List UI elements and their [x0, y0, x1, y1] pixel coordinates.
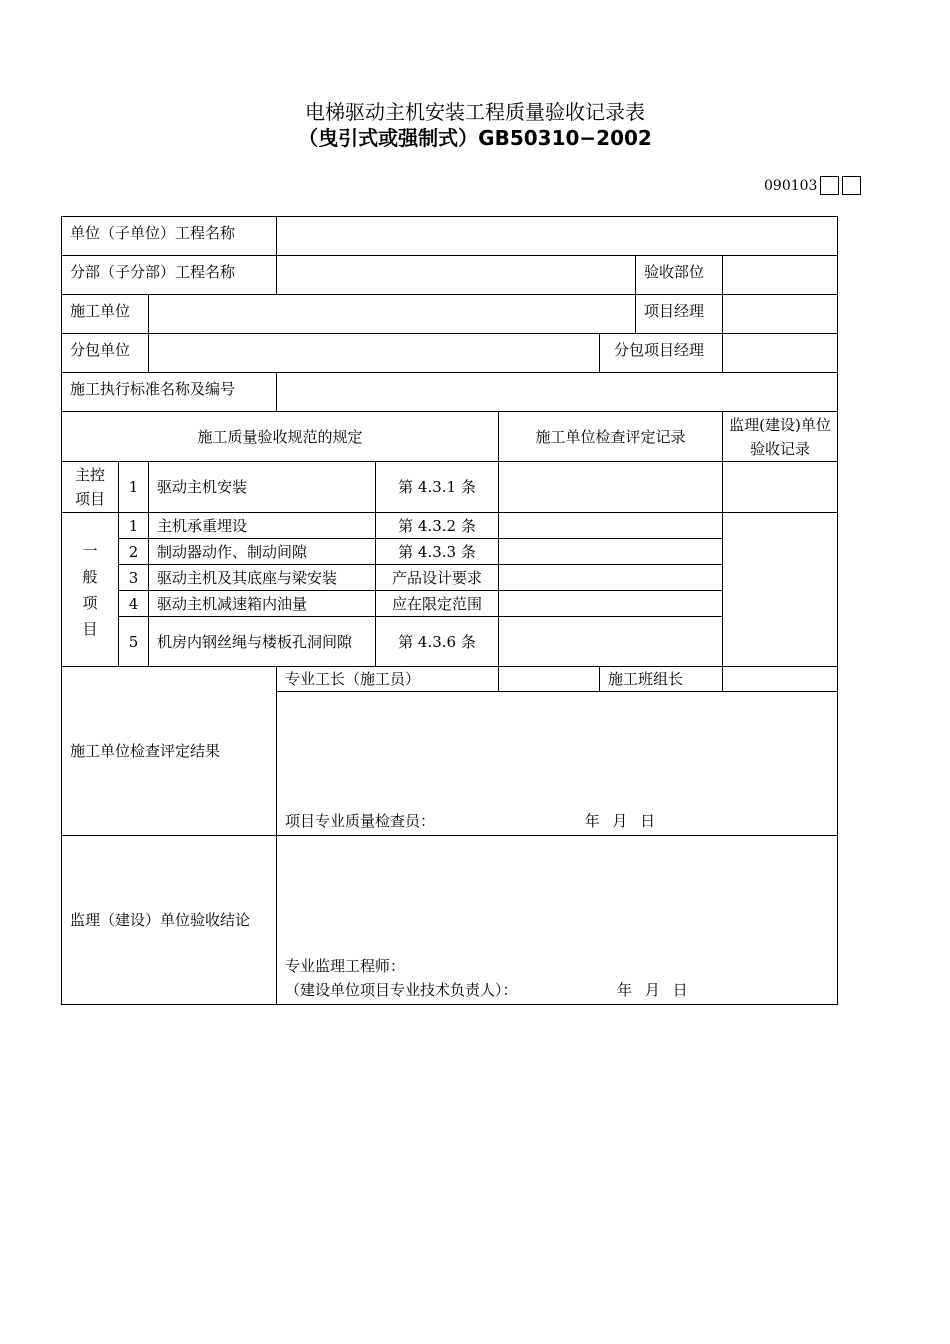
general-item-name: 机房内钢丝绳与楼板孔洞间隙: [149, 617, 376, 667]
subcontract-manager-label: 分包项目经理: [600, 334, 723, 373]
general-item-number: 1: [119, 513, 149, 539]
subcontract-manager-value[interactable]: [723, 334, 838, 373]
construction-result-date: 年 月 日: [584, 812, 656, 830]
general-item-name: 驱动主机及其底座与梁安装: [149, 565, 376, 591]
general-item-clause: 应在限定范围: [376, 591, 499, 617]
unit-project-name-label: 单位（子单位）工程名称: [62, 217, 277, 256]
acceptance-part-value[interactable]: [723, 256, 838, 295]
general-item-check-record[interactable]: [499, 513, 723, 539]
general-item-number: 5: [119, 617, 149, 667]
form-code: [764, 176, 861, 195]
general-item-number: 4: [119, 591, 149, 617]
standard-name-label: 施工执行标准名称及编号: [62, 373, 277, 412]
division-project-name-label: 分部（子分部）工程名称: [62, 256, 277, 295]
main-item-check-record[interactable]: [499, 462, 723, 513]
construction-result-area[interactable]: [277, 692, 838, 836]
supervising-engineer-label: 专业监理工程师：: [285, 957, 406, 975]
form-subtitle: （曳引式或强制式）GB50310−2002: [298, 126, 652, 150]
general-items-supervision-record[interactable]: [723, 513, 838, 667]
general-item-clause: 第 4.3.3 条: [376, 539, 499, 565]
general-item-check-record[interactable]: [499, 565, 723, 591]
general-item-check-record[interactable]: [499, 617, 723, 667]
supervision-record-column-header: 监理(建设)单位验收记录: [723, 412, 838, 462]
general-item-row: [62, 513, 838, 539]
main-items-group-label: 主控项目: [62, 462, 119, 513]
general-item-check-record[interactable]: [499, 539, 723, 565]
acceptance-record-table: [61, 216, 838, 1005]
general-item-row: [62, 617, 838, 667]
general-item-number: 3: [119, 565, 149, 591]
construction-result-label: 施工单位检查评定结果: [62, 667, 277, 836]
form-code-box-1[interactable]: [820, 176, 839, 195]
general-item-name: 驱动主机减速箱内油量: [149, 591, 376, 617]
project-manager-label: 项目经理: [636, 295, 723, 334]
division-project-name-value[interactable]: [277, 256, 636, 295]
foreman-label: 专业工长（施工员）: [277, 667, 499, 692]
general-item-row: [62, 565, 838, 591]
acceptance-part-label: 验收部位: [636, 256, 723, 295]
main-item-name: 驱动主机安装: [149, 462, 376, 513]
supervision-conclusion-date: 年 月 日: [617, 981, 688, 999]
main-item-supervision-record[interactable]: [723, 462, 838, 513]
main-item-number: 1: [119, 462, 149, 513]
general-item-check-record[interactable]: [499, 591, 723, 617]
general-items-group-label: 一般项目: [62, 513, 119, 667]
main-item-clause: 第 4.3.1 条: [376, 462, 499, 513]
quality-inspector-label: 项目专业质量检查员：: [285, 812, 436, 830]
project-manager-value[interactable]: [723, 295, 838, 334]
main-item-row: [62, 462, 838, 513]
supervision-conclusion-label: 监理（建设）单位验收结论: [62, 836, 277, 1005]
general-item-row: [62, 591, 838, 617]
unit-project-name-value[interactable]: [277, 217, 838, 256]
foreman-value[interactable]: [499, 667, 600, 692]
supervision-conclusion-area[interactable]: [277, 836, 838, 1005]
general-item-clause: 第 4.3.6 条: [376, 617, 499, 667]
team-leader-label: 施工班组长: [600, 667, 723, 692]
spec-column-header: 施工质量验收规范的规定: [62, 412, 499, 462]
general-item-name: 制动器动作、制动间隙: [149, 539, 376, 565]
check-record-column-header: 施工单位检查评定记录: [499, 412, 723, 462]
subcontract-unit-label: 分包单位: [62, 334, 149, 373]
form-title: 电梯驱动主机安装工程质量验收记录表: [305, 100, 645, 124]
general-item-clause: 第 4.3.2 条: [376, 513, 499, 539]
construction-unit-label: 施工单位: [62, 295, 149, 334]
form-code-number: 090103: [764, 177, 818, 194]
team-leader-value[interactable]: [723, 667, 838, 692]
general-item-name: 主机承重埋设: [149, 513, 376, 539]
owner-representative-label: （建设单位项目专业技术负责人）：: [285, 981, 518, 999]
subcontract-unit-value[interactable]: [149, 334, 600, 373]
construction-unit-value[interactable]: [149, 295, 636, 334]
general-item-number: 2: [119, 539, 149, 565]
standard-name-value[interactable]: [277, 373, 838, 412]
form-code-box-2[interactable]: [842, 176, 861, 195]
general-item-clause: 产品设计要求: [376, 565, 499, 591]
general-item-row: [62, 539, 838, 565]
